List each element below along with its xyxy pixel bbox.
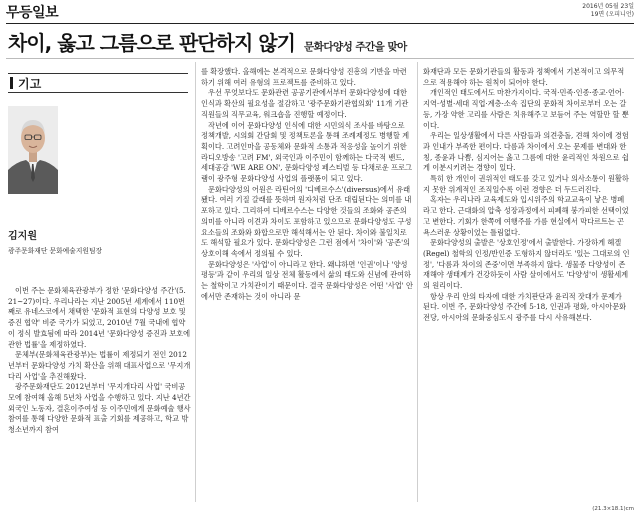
paragraph: 문화다양성은 '사업'이 아니라고 한다. 왜냐하면 '인권'이나 '양성평등'과 같이 우리의 일상 전체 활동에서 삶의 태도와 신념에 관여하는 철학이고 가치관이기 때문이다. 결국 문화다양성은 어떤 '사업' 안에서만 존재하는 것이 아니라 문 — [201, 259, 413, 301]
paragraph: 작년에 이어 문화다양성 인식에 대한 시민의식 조사를 바탕으로 정책개발, 시의회 간담회 및 정책토론을 통해 조례제정도 병행할 계획이다. 고려인마을 공동체와 문화적 소통과 적응성을 높이기 위한 라디오방송 '고려 FM', 외국인과 이주민이 함께하는 다국적 밴드, 세대공감 'WE ARE ON', 문화다양성 페스티벌 등 다채로운 프로그램이 광주형 문화다양성 사업의 플랫폼이 되고 있다. — [201, 120, 412, 184]
paragraph: 문화다양성의 출발은 '상호인정'에서 출발한다. 가장하게 헤겔(Regel) 철학의 인정/반인증 도형하지 않더라도 '있는 그대로의 인정', '다름과 차이의 존중'이면 부족하지 않다. 생물종 다양성이 존재해야 생태계가 건강하듯이 사람 살이에서도 '다양성'이 생활세계의 원리이다. — [423, 238, 630, 291]
paragraph: 문화다양성의 어원은 라틴어의 '디베르수스'(diversus)에서 유래됐다. 여러 기질 갈래를 뜻하며 원자처럼 단조 대립된다는 의미를 내포하고 있다. 그리하여 디베르수스는 다양한 것들의 조화와 공존의 의미를 아니라 이견과 차이도 포함하고 있으므로 문화다양성도 구성 요소들의 조화와 화합으로만 해석해서는 안 된다. 차이와 불일치로도 해석할 필요가 있다. 문화다양성은 그런 점에서 '차이'와 '공존'의 상호이해 속에서 정의될 수 있다. — [201, 184, 412, 258]
paragraph: 특히 한 개인이 권위적인 태도를 갖고 있거나 의사소통이 원활하지 못한 위계적인 조직일수록 이런 경향은 더 두드러진다. — [423, 174, 629, 194]
column-divider — [195, 62, 196, 502]
article-column-3 — [423, 67, 631, 324]
paragraph: 우선 무엇보다도 문화관련 공공기관에서부터 문화다양성에 대한 인식과 확산의 필요성을 절감하고 '광주문화기관협의회' 11개 기관 직원들의 직무교육, 워크숍을 진행할 예정이다. — [201, 88, 409, 119]
headline-title: 차이, 옳고 그름으로 판단하지 않기 — [8, 31, 295, 55]
author-name: 김지원 — [8, 231, 37, 242]
paragraph: 화재단과 모든 문화기관들의 활동과 정책에서 기본적이고 의무적으로 적용해야 하는 원칙이 되어야 한다. — [423, 67, 625, 87]
size-note: (21.3×18.1)cm — [592, 506, 634, 512]
top-rule — [6, 23, 634, 24]
paragraph: 광주문화재단도 2012년부터 '무지개다리 사업' 국비공모에 참여해 올해 5년차 사업을 수행하고 있다. 지난 4년간 외국인 노동자, 결혼이주여성 등 이주민에게 문화예술 행사 참여를 통해 다양한 문화적 표출 기회를 제공하고, 학교 밖 청소년까지 참여 — [8, 382, 191, 435]
column-divider — [417, 62, 418, 502]
section-label-text: 기고 — [18, 77, 42, 91]
paragraph: 우리는 일상생활에서 다른 사람들과 의견충돌, 견해 차이에 경험과 인내가 부족한 편이다. 다름과 차이에서 오는 문제를 변대와 한칭, 종윤과 나쁨, 심지어는 옳고 그름에 대한 윤리적인 차원으로 쉽게 이분시키려는 경향이 있다. — [423, 131, 629, 173]
paragraph: 항상 우리 안의 타자에 대한 가치판단과 윤리적 잣대가 문제가 된다. 이번 주, 문화다양성 주간에 5·18, 인권과 평화, 아시아문화전당, 아시아의 문화중심도시 광주를 다시 사유해본다. — [423, 291, 627, 323]
dateline — [582, 3, 634, 19]
article-column-1 — [8, 286, 191, 436]
author-photo — [8, 106, 58, 194]
headline — [8, 27, 407, 56]
paragraph: 문체부(문화체육관광부)는 법률이 제정되기 전인 2012년부터 문화다양성 가치 확산을 위해 대표사업으로 '무지개다리 사업'을 추진해왔다. — [8, 350, 191, 381]
author-title: 광주문화재단 문화예술지원팀장 — [8, 247, 103, 255]
page-section: 19면 (오피니언) — [590, 11, 634, 18]
headline-rule — [6, 58, 634, 59]
headline-subtitle: 문화다양성 주간을 맞아 — [304, 41, 407, 53]
newspaper-masthead: 무등일보 — [6, 5, 59, 21]
section-marker — [10, 77, 13, 89]
section-label — [8, 73, 188, 93]
paragraph: 이번 주는 문화체육관광부가 정한 '문화다양성 주간'(5. 21~27)이다. 우리나라는 지난 2005년 세계에서 110번째로 유네스코에서 채택한 '문화적 표현의 다양성 보호 및 증진 협약' 비준 국가가 되었고, 2010년 7월 국내에 협약이 정식 발효됨에 따라 2014년 '문화다양성 증진과 보호에 관한 법률'을 제정하였다. — [8, 286, 191, 349]
paragraph: 혹자는 우리나라 교육제도와 입시위주의 학교교육이 낳은 병폐라고 한다. 근대화의 압축 성장과정에서 피폐해 붕가피한 선택이었고 변한다. 기회가 한쪽에 여행주를 가름 현실에서 막다르트는 곤욕스러운 상황이었는 틀림없다. — [423, 195, 629, 237]
article-column-2 — [201, 67, 413, 302]
publication-date: 2016년 05월 23일 — [582, 3, 634, 10]
paragraph: 개인적인 태도에서도 마찬가지이다. 국적·민족·인종·종교·언어·지역·성별·세대 직업·계층·소속 집단의 문화적 차이로부터 오는 갈등, 가장 약한 고리를 사람은 치유해주고 보듬어 주는 역할만 할 뿐이다. — [423, 88, 629, 130]
paragraph: 를 확장했다. 올해에는 본격적으로 문화다양성 진흥의 기반을 마련하기 위해 여러 유형의 프로젝트를 준비하고 있다. — [201, 67, 407, 87]
